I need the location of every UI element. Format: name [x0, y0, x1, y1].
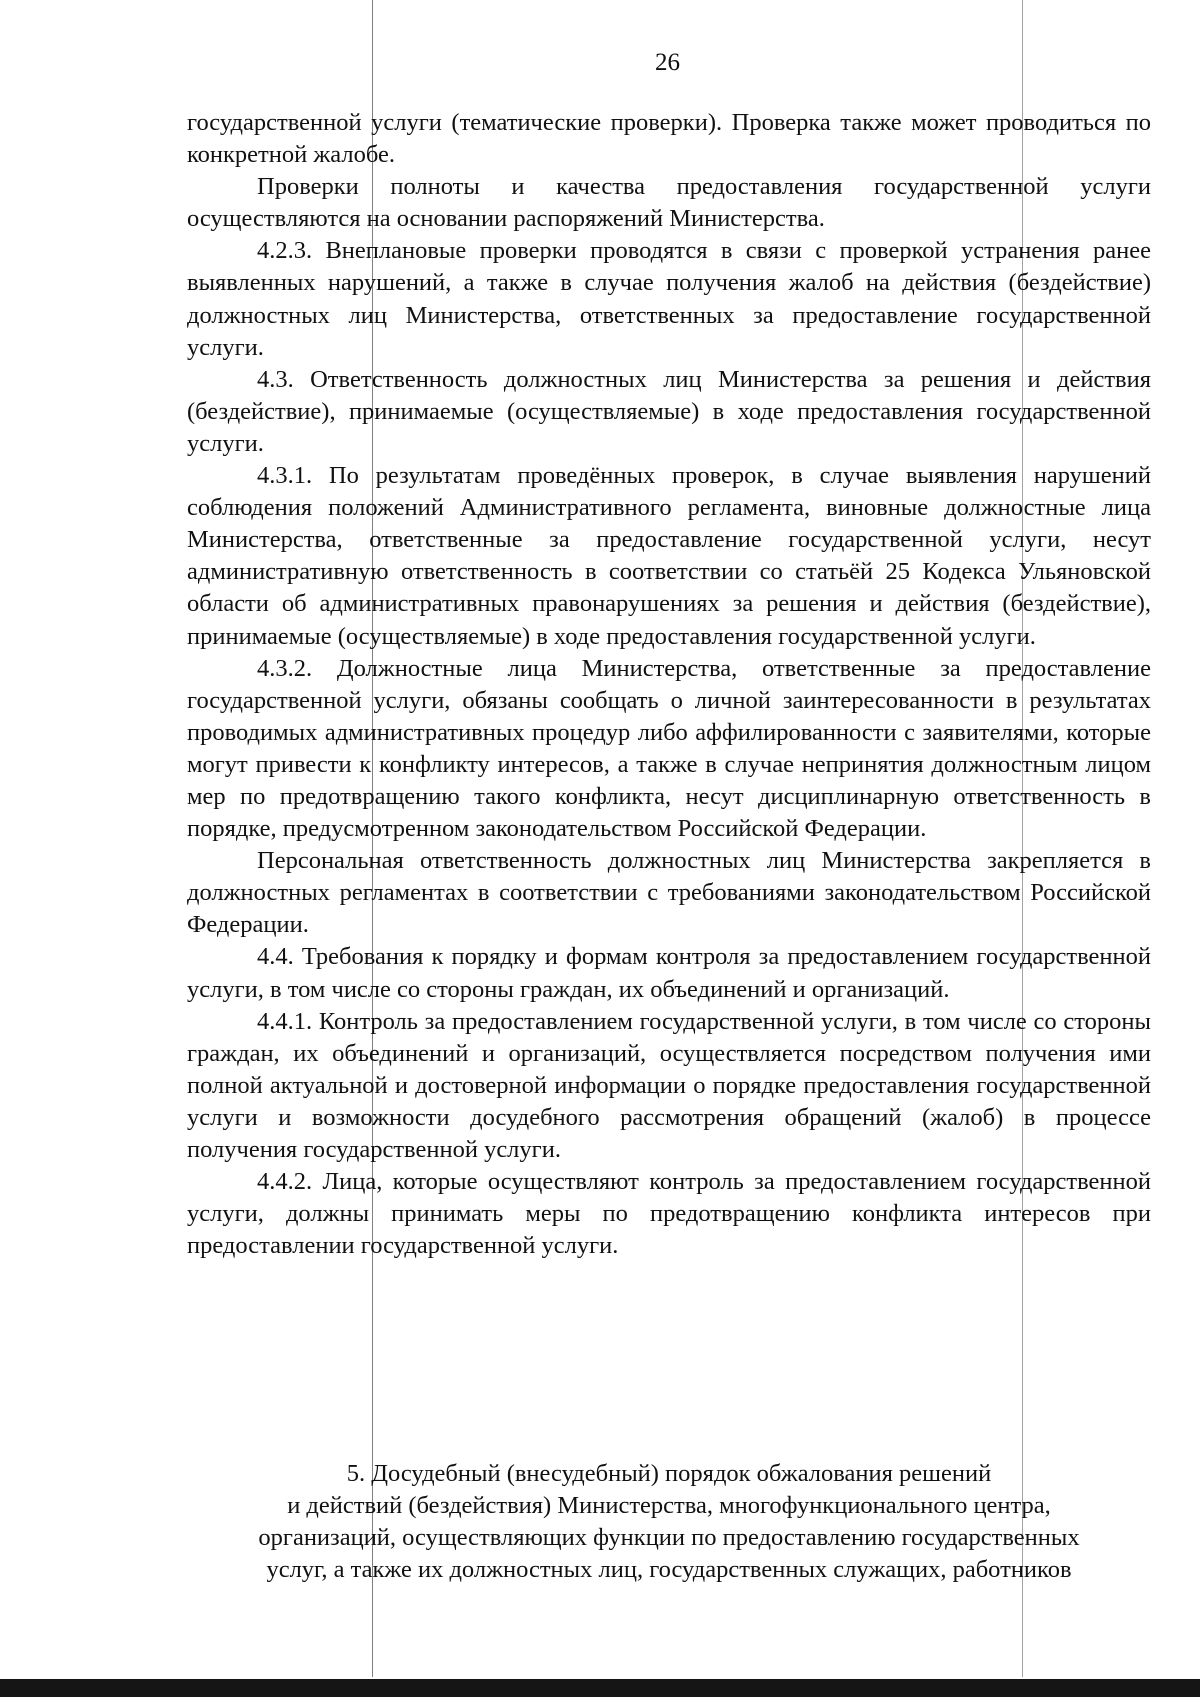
paragraph: 4.3. Ответственность должностных лиц Министерства за решения и действия (бездействие), принимаемые (осуществляемые) в ходе предоставления государственной услуги.: [187, 365, 1151, 457]
paragraph: 4.3.2. Должностные лица Министерства, ответственные за предоставление государственной услуги, обязаны сообщать о личной заинтересованности в результатах проводимых административных процедур либо аффилированности с заявителями, которые могут привести к конфликту интересов, а также в случае непринятия должностным лицом мер по предотвращению такого конфликта, несут дисциплинарную ответственность в порядке, предусмотренном законодательством Российской Федерации.: [187, 654, 1151, 843]
scan-bottom-edge: [0, 1679, 1200, 1697]
section-heading-line: 5. Досудебный (внесудебный) порядок обжалования решений: [346, 1460, 992, 1487]
section-heading-line: и действий (бездействия) Министерства, многофункционального центра,: [287, 1492, 1051, 1520]
paragraph: 4.4. Требования к порядку и формам контроля за предоставлением государственной услуги, в том числе со стороны граждан, их объединений и организаций.: [187, 943, 1151, 1003]
paragraph: государственной услуги (тематические проверки). Проверка также может проводиться по конкретной жалобе.: [187, 109, 1151, 169]
body-text: [187, 107, 1151, 1262]
paragraph: 4.3.1. По результатам проведённых проверок, в случае выявления нарушений соблюдения положений Административного регламента, виновные должностные лица Министерства, ответственные за предоставление государственной услуги, несут административную ответственность в соответствии со статьёй 25 Кодекса Ульяновской области об административных правонарушениях за решения и действия (бездействие), принимаемые (осуществляемые) в ходе предоставления государственной услуги.: [187, 462, 1151, 650]
section-heading-line: услуг, а также их должностных лиц, государственных служащих, работников: [266, 1556, 1072, 1584]
paragraph: 4.4.1. Контроль за предоставлением государственной услуги, в том числе со стороны граждан, их объединений и организаций, осуществляется посредством получения ими полной актуальной и достоверной информации о порядке предоставления государственной услуги и возможности досудебного рассмотрения обращений (жалоб) в процессе получения государственной услуги.: [187, 1007, 1151, 1163]
paragraph: 4.2.3. Внеплановые проверки проводятся в связи с проверкой устранения ранее выявленных нарушений, а также в случае получения жалоб на действия (бездействие) должностных лиц Министерства, ответственных за предоставление государственной услуги.: [187, 237, 1151, 361]
paragraph: Проверки полноты и качества предоставления государственной услуги осуществляются на основании распоряжений Министерства.: [187, 173, 1151, 233]
paragraph: Персональная ответственность должностных лиц Министерства закрепляется в должностных регламентах в соответствии с требованиями законодательством Российской Федерации.: [187, 847, 1151, 939]
paragraph: 4.4.2. Лица, которые осуществляют контроль за предоставлением государственной услуги, должны принимать меры по предотвращению конфликта интересов при предоставлении государственной услуги.: [187, 1168, 1151, 1260]
section-heading-line: организаций, осуществляющих функции по предоставлению государственных: [258, 1524, 1080, 1552]
section-heading: [187, 1458, 1151, 1586]
page-number: 26: [655, 49, 680, 76]
